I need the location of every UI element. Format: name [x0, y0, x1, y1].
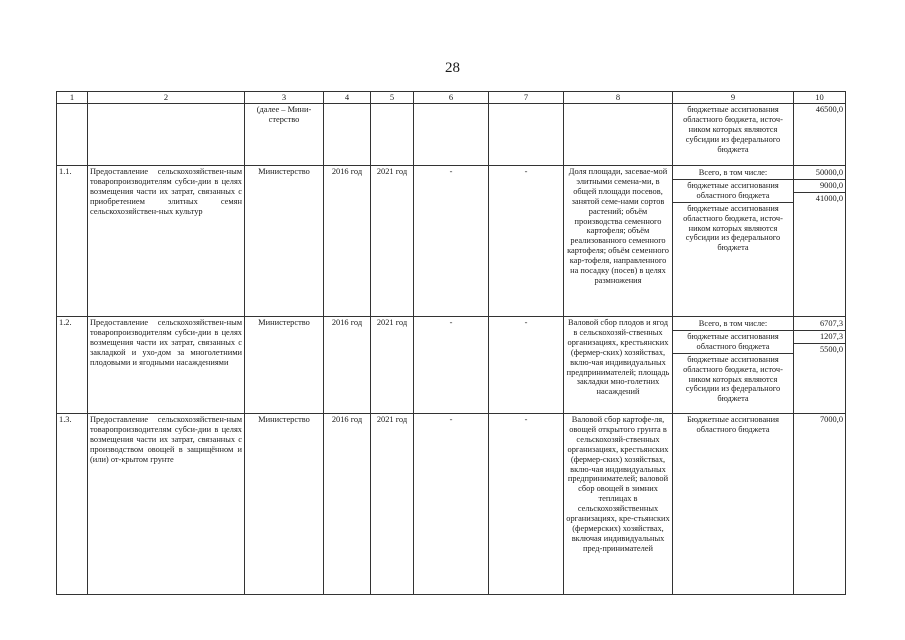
col6-cell: - — [414, 317, 489, 414]
funding-source-cell: бюджетные ассигнования областного бюджета, источ-ником которых являются субсидии из федерального бюджета — [673, 104, 794, 166]
column-number: 4 — [324, 92, 371, 104]
row-number-cell: 1.3. — [57, 414, 88, 595]
responsible-cell: (далее – Мини-стерство — [245, 104, 324, 166]
column-number: 1 — [57, 92, 88, 104]
page-number: 28 — [445, 60, 460, 76]
funding-source-total: Всего, в том числе: — [673, 167, 793, 180]
start-year-cell: 2016 год — [324, 166, 371, 317]
end-year-cell: 2021 год — [371, 414, 414, 595]
column-number: 10 — [794, 92, 846, 104]
start-year-cell: 2016 год — [324, 317, 371, 414]
col7-cell: - — [489, 166, 564, 317]
col6-cell: - — [414, 414, 489, 595]
table-row — [57, 166, 846, 317]
col7-cell — [489, 104, 564, 166]
amount-federal: 41000,0 — [815, 193, 843, 203]
funding-source-cell — [673, 166, 794, 317]
end-year-cell — [371, 104, 414, 166]
continuation-row — [57, 104, 846, 166]
amount-total: 6707,3 — [794, 318, 845, 331]
amount-total: 50000,0 — [794, 167, 845, 180]
measure-name-cell — [88, 104, 245, 166]
col7-cell: - — [489, 317, 564, 414]
col7-cell: - — [489, 414, 564, 595]
responsible-cell: Министерство — [245, 414, 324, 595]
row-number-cell: 1.1. — [57, 166, 88, 317]
amount-cell: 7000,0 — [794, 414, 846, 595]
column-number: 3 — [245, 92, 324, 104]
indicator-cell — [564, 104, 673, 166]
column-number: 7 — [489, 92, 564, 104]
program-measures-table — [56, 91, 846, 595]
indicator-cell: Валовой сбор картофе-ля, овощей открытого грунта в сельскохозяй-ственных организациях, крестьянских (фермер-ских) хозяйствах, вклю-чая индивидуальных предпринимателей; валовой сбор овощей в зимних теплицах в сельскохозяйственных организациях, кре-стьянских (фермерских) хозяйствах, включая индивидуальных пред-принимателей — [564, 414, 673, 595]
funding-source-regional: бюджетные ассигнования областного бюджета — [673, 180, 793, 203]
funding-source-cell: Бюджетные ассигнования областного бюджета — [673, 414, 794, 595]
column-number: 8 — [564, 92, 673, 104]
col6-cell — [414, 104, 489, 166]
measure-name-cell: Предоставление сельскохозяйствен-ным товаропроизводителям субси-дии в целях возмещения части их затрат, связанных с закладкой и ухо-дом за многолетними плодовыми и ягодными насаждениями — [88, 317, 245, 414]
column-number: 6 — [414, 92, 489, 104]
start-year-cell — [324, 104, 371, 166]
responsible-cell: Министерство — [245, 166, 324, 317]
column-number: 9 — [673, 92, 794, 104]
col6-cell: - — [414, 166, 489, 317]
indicator-cell: Валовой сбор плодов и ягод в сельскохозяй-ственных организациях, крестьянских (фермер-ских) хозяйствах, вклю-чая индивидуальных предпринимателей; площадь закладки мно-голетних насаждений — [564, 317, 673, 414]
end-year-cell: 2021 год — [371, 317, 414, 414]
amount-regional: 1207,3 — [794, 331, 845, 344]
funding-source-regional: бюджетные ассигнования областного бюджета — [673, 331, 793, 354]
table-row — [57, 317, 846, 414]
start-year-cell: 2016 год — [324, 414, 371, 595]
column-number: 2 — [88, 92, 245, 104]
column-number: 5 — [371, 92, 414, 104]
measure-name-cell: Предоставление сельскохозяйствен-ным товаропроизводителям субси-дии в целях возмещения части их затрат, связанных с производством овощей в защищённом и (или) от-крытом грунте — [88, 414, 245, 595]
amount-federal: 5500,0 — [819, 344, 843, 354]
row-number-cell: 1.2. — [57, 317, 88, 414]
measure-name-cell: Предоставление сельскохозяйствен-ным товаропроизводителям субси-дии в целях возмещения части их затрат, связанных с приобретением элитных семян сельскохозяйствен-ных культур — [88, 166, 245, 317]
funding-source-total: Всего, в том числе: — [673, 318, 793, 331]
row-number-cell — [57, 104, 88, 166]
responsible-cell: Министерство — [245, 317, 324, 414]
amount-cell: 46500,0 — [794, 104, 846, 166]
funding-source-federal: бюджетные ассигнования областного бюджета, источ-ником которых являются субсидии из федерального бюджета — [683, 354, 783, 404]
amount-regional: 9000,0 — [794, 180, 845, 193]
indicator-cell: Доля площади, засевае-мой элитными семена-ми, в общей площади посевов, занятой семе-нами сортов растений; объём производства семенного картофеля; объём реализованного семенного картофеля; объём семенного кар-тофеля, направленного на посадку (посев) в целях размножения — [564, 166, 673, 317]
column-number-row — [57, 92, 846, 104]
end-year-cell: 2021 год — [371, 166, 414, 317]
funding-source-federal: бюджетные ассигнования областного бюджета, источ-ником которых являются субсидии из федерального бюджета — [683, 203, 783, 253]
table-row — [57, 414, 846, 595]
funding-source-cell — [673, 317, 794, 414]
amount-cell — [794, 317, 846, 414]
amount-cell — [794, 166, 846, 317]
